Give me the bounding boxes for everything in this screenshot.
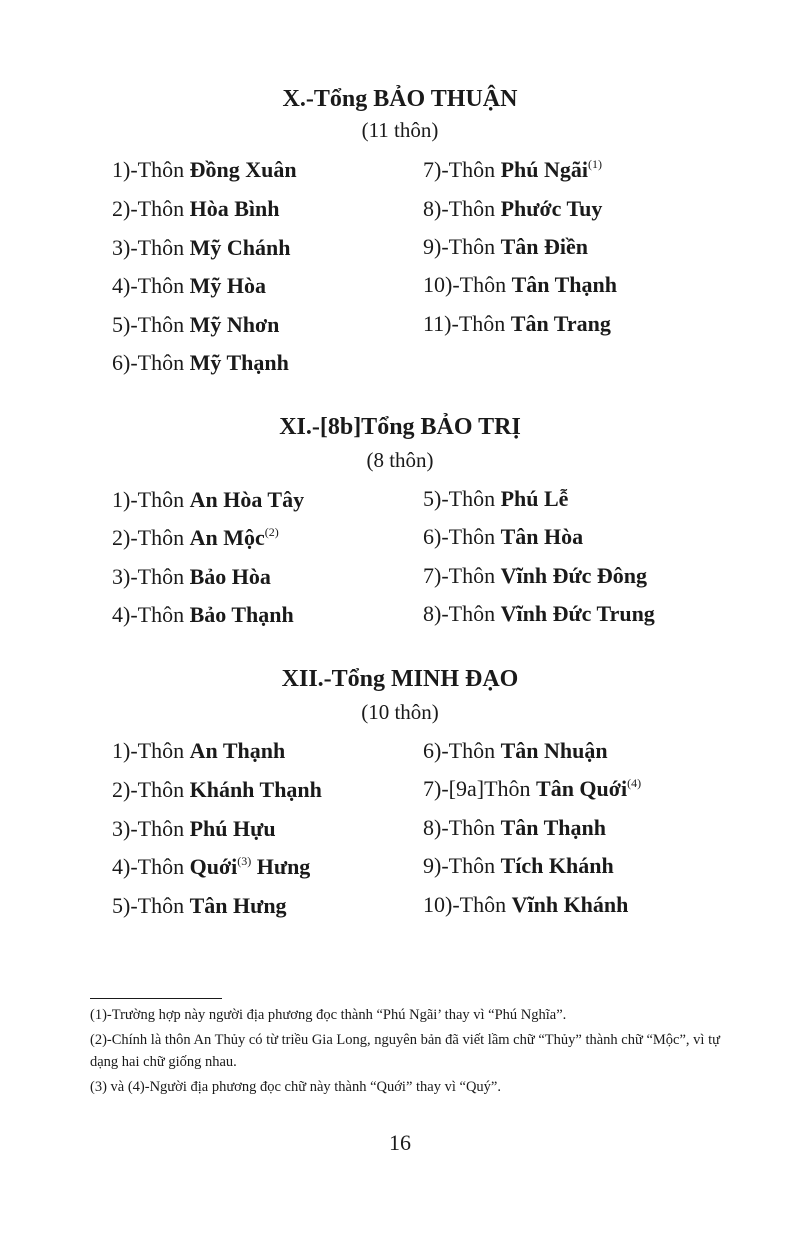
list-item: 1)-Thôn An Hòa Tây xyxy=(112,487,305,512)
list-item: 11)-Thôn Tân Trang xyxy=(423,311,611,336)
list-item: 2)-Thôn An Mộc$^{(2)}$ xyxy=(112,525,279,550)
list-item: 6)-Thôn Tân Hòa xyxy=(423,524,584,549)
list-item: 2)-Thôn Hòa Bình xyxy=(112,196,280,221)
footnote-ref: (2) xyxy=(264,525,279,539)
list-item: 1)-Thôn Đồng Xuân xyxy=(112,157,297,182)
list-item: 7)-Thôn Phú Ngãi$^{(1)}$ xyxy=(423,157,603,182)
list-item: 8)-Thôn Vĩnh Đức Trung xyxy=(423,601,655,626)
list-item: 4)-Thôn Quới$^{(3)}$ Hưng xyxy=(112,854,311,879)
list-item: 10)-Thôn Tân Thạnh xyxy=(423,272,617,297)
footnote-3: (3) và (4)-Người địa phương đọc chữ này thành “Quới” thay vì “Quý”. xyxy=(90,1079,501,1095)
footnote-ref: (4) xyxy=(627,776,642,790)
section-title: XI.-[8b]Tổng BẢO TRỊ xyxy=(279,414,521,440)
list-item: 5)-Thôn Tân Hưng xyxy=(112,893,287,918)
section-count: (11 thôn) xyxy=(361,118,439,142)
list-item: 7)-[9a]Thôn Tân Quới$^{(4)}$ xyxy=(423,776,642,801)
list-item: 6)-Thôn Tân Nhuận xyxy=(423,738,608,763)
list-item: 2)-Thôn Khánh Thạnh xyxy=(112,777,322,802)
page-number: 16 xyxy=(389,1130,411,1155)
list-item: 6)-Thôn Mỹ Thạnh xyxy=(112,350,289,375)
section-title: X.-Tổng BẢO THUẬN xyxy=(282,86,518,112)
footnote-ref: (1) xyxy=(588,157,603,171)
list-item: 3)-Thôn Phú Hựu xyxy=(112,816,276,841)
footnote-ref: (3) xyxy=(237,854,252,868)
footnote-divider xyxy=(90,998,222,999)
list-item: 7)-Thôn Vĩnh Đức Đông xyxy=(423,563,648,588)
section-count: (10 thôn) xyxy=(361,700,439,724)
list-item: 8)-Thôn Phước Tuy xyxy=(423,196,603,221)
list-item: 5)-Thôn Mỹ Nhơn xyxy=(112,312,280,337)
footnote-1: (1)-Trường hợp này người địa phương đọc thành “Phú Ngãi’ thay vì “Phú Nghĩa”. xyxy=(90,1007,567,1023)
list-item: 3)-Thôn Mỹ Chánh xyxy=(112,235,291,260)
list-item: 3)-Thôn Bảo Hòa xyxy=(112,564,271,589)
list-item: 4)-Thôn Mỹ Hòa xyxy=(112,273,266,298)
list-item: 10)-Thôn Vĩnh Khánh xyxy=(423,892,629,917)
list-item: 9)-Thôn Tân Điền xyxy=(423,234,589,259)
section-count: (8 thôn) xyxy=(366,448,434,472)
list-item: 9)-Thôn Tích Khánh xyxy=(423,853,614,878)
list-item: 5)-Thôn Phú Lễ xyxy=(423,486,569,511)
list-item: 1)-Thôn An Thạnh xyxy=(112,738,286,763)
section-title: XII.-Tổng MINH ĐẠO xyxy=(281,666,519,692)
footnote-2: (2)-Chính là thôn An Thủy có từ triều Gia Long, nguyên bản đã viết lầm chữ “Thủy” thành chữ “Mộc”, vì tự dạng hai chữ giống nhau. xyxy=(90,1032,720,1070)
list-item: 8)-Thôn Tân Thạnh xyxy=(423,815,606,840)
list-item: 4)-Thôn Bảo Thạnh xyxy=(112,602,294,627)
